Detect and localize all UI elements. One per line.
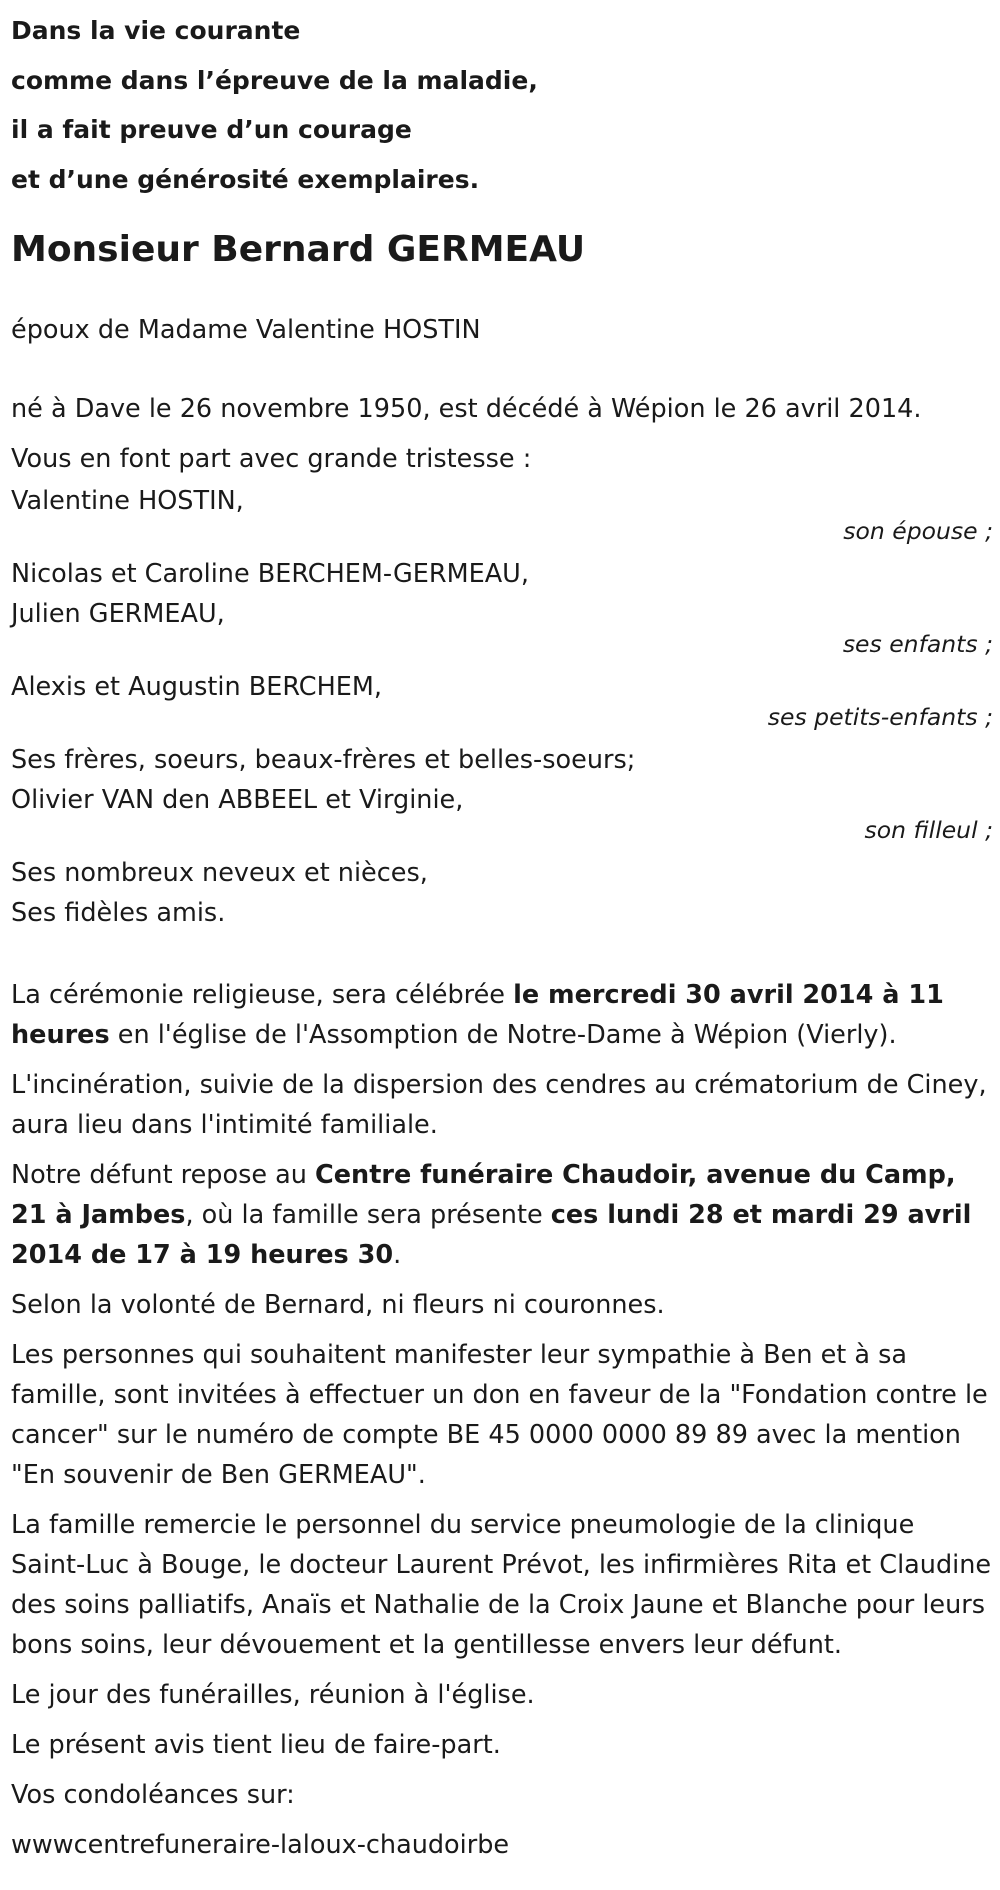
meeting-paragraph: Le jour des funérailles, réunion à l'église. [11, 1680, 535, 1710]
family-names: Ses nombreux neveux et nièces, [11, 858, 428, 888]
quote-line: et d’une générosité exemplaires. [11, 164, 480, 194]
ceremony-prefix: La cérémonie religieuse, sera célébrée [11, 980, 514, 1010]
family-role: ses enfants ; [842, 630, 993, 658]
notice-paragraph: Le présent avis tient lieu de faire-part. [11, 1730, 501, 1760]
condolences-label: Vos condoléances sur: [11, 1780, 295, 1810]
family-role: ses petits-enfants ; [767, 703, 993, 731]
cremation-paragraph: L'incinération, suivie de la dispersion des cendres au crématorium de Ciney, aura lieu dans l'intimité familiale. [11, 1070, 987, 1140]
family-names: Nicolas et Caroline BERCHEM-GERMEAU, [11, 559, 529, 589]
family-names: Julien GERMEAU, [11, 599, 225, 629]
family-entry [11, 853, 996, 933]
repose-suffix: . [393, 1240, 402, 1270]
birth-death-line: né à Dave le 26 novembre 1950, est décédé à Wépion le 26 avril 2014. [11, 394, 922, 424]
ceremony-suffix: en l'église de l'Assomption de Notre-Dame à Wépion (Vierly). [109, 1020, 897, 1050]
quote-line: comme dans l’épreuve de la maladie, [11, 65, 538, 95]
family-entry [11, 554, 996, 657]
website-link[interactable]: wwwcentrefuneraire-laloux-chaudoirbe [11, 1830, 510, 1860]
quote-line: Dans la vie courante [11, 16, 301, 45]
flowers-paragraph: Selon la volonté de Bernard, ni fleurs ni couronnes. [11, 1290, 665, 1320]
announcement-line: Vous en font part avec grande tristesse : [11, 444, 532, 474]
repose-place: Centre funéraire Chaudoir, avenue du Camp, 21 à Jambes [11, 1160, 956, 1230]
family-role: son épouse ; [843, 517, 993, 545]
thanks-paragraph: La famille remercie le personnel du service pneumologie de la clinique Saint-Luc à Bouge, le docteur Laurent Prévot, les infirmières Rita et Claudine des soins palliatifs, Anaïs et Nathalie de la Croix Jaune et Blanche pour leurs bons soins, leur dévouement et la gentillesse envers leur défunt. [11, 1510, 992, 1660]
repose-paragraph [11, 1155, 996, 1275]
family-names: Olivier VAN den ABBEEL et Virginie, [11, 785, 464, 815]
spouse-line: époux de Madame Valentine HOSTIN [11, 315, 481, 345]
donation-paragraph: Les personnes qui souhaitent manifester leur sympathie à Ben et à sa famille, sont invitées à effectuer un don en faveur de la "Fondation contre le cancer" sur le numéro de compte BE 45 0000 0000 89 89 avec la mention "En souvenir de Ben GERMEAU". [11, 1340, 988, 1490]
ceremony-paragraph [11, 975, 996, 1055]
ceremony-date: le mercredi 30 avril 2014 à 11 heures [11, 980, 944, 1050]
opening-quote [11, 6, 996, 204]
repose-prefix: Notre défunt repose au [11, 1160, 316, 1190]
family-role: son filleul ; [864, 816, 993, 844]
obituary-notice [11, 0, 996, 1865]
family-entry [11, 667, 996, 730]
family-names: Ses fidèles amis. [11, 898, 226, 928]
deceased-name: Monsieur Bernard GERMEAU [11, 229, 586, 270]
family-list [11, 481, 996, 933]
family-names: Ses frères, soeurs, beaux-frères et belles-soeurs; [11, 745, 636, 775]
family-names: Alexis et Augustin BERCHEM, [11, 672, 382, 702]
family-names: Valentine HOSTIN, [11, 486, 244, 516]
quote-line: il a fait preuve d’un courage [11, 115, 412, 144]
family-entry [11, 481, 996, 544]
repose-middle: , où la famille sera présente [185, 1200, 551, 1230]
family-entry [11, 740, 996, 843]
repose-times: ces lundi 28 et mardi 29 avril 2014 de 17 à 19 heures 30 [11, 1200, 972, 1270]
